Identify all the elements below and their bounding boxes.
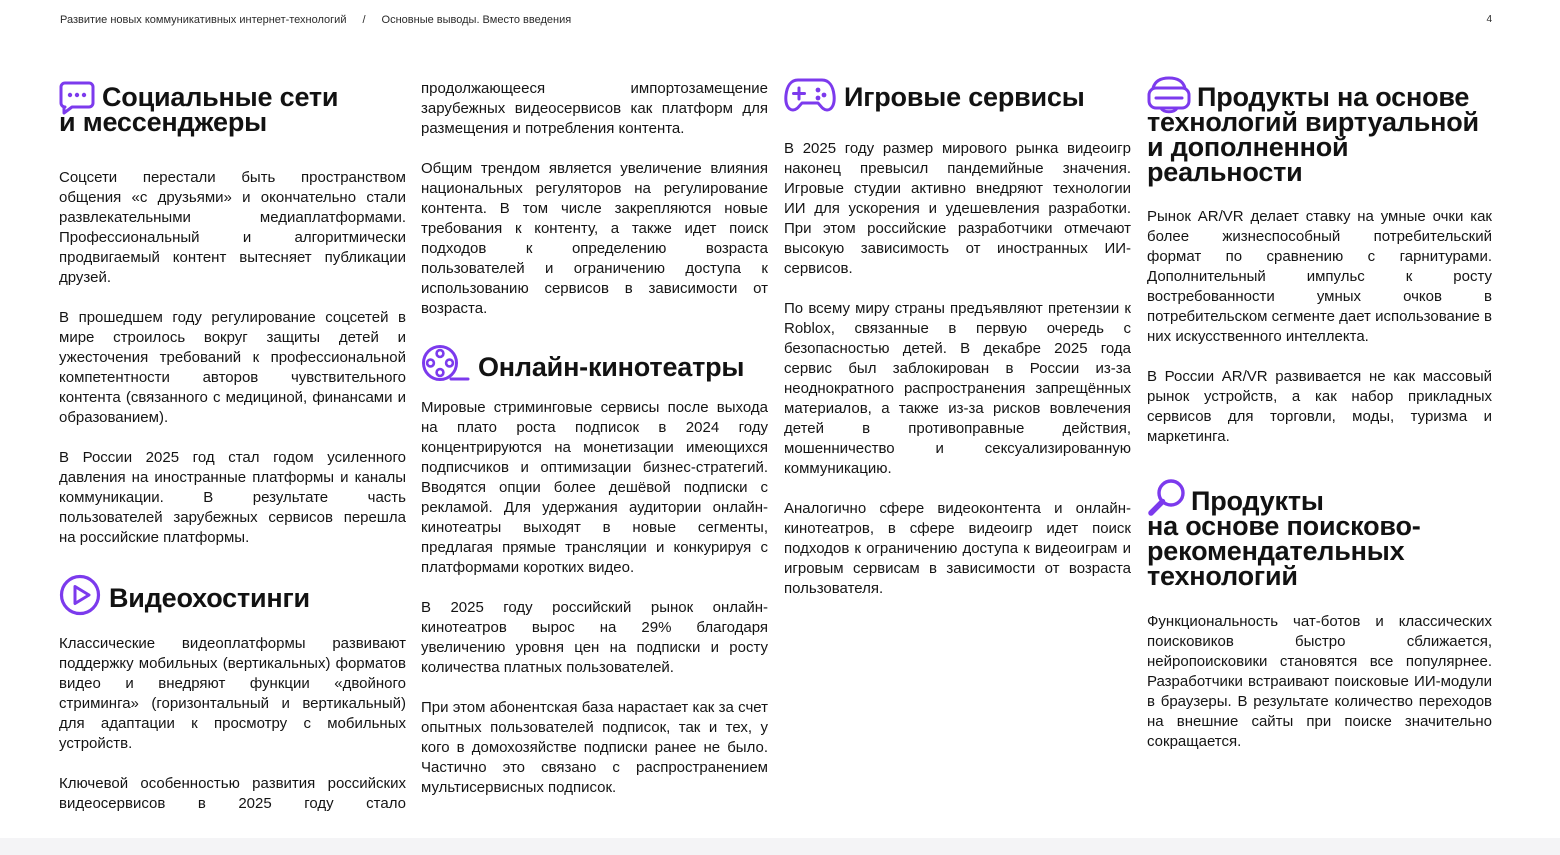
title-line: и дополненной bbox=[1147, 132, 1349, 162]
paragraph: Соцсети перестали быть пространством общения «с друзьями» и окончательно стали развлекательными медиаплатформами. Профессиональный и алгоритмически продвигаемый контент вытесняет публикации друзей. bbox=[59, 169, 406, 286]
section-heading-games bbox=[784, 76, 1131, 110]
paragraph: Мировые стриминговые сервисы после выхода на плато роста подписок в 2024 году концентрируются на монетизации имеющихся подписчиков и оптимизации бизнес-стратегий. Вводятся опции более дешёвой подписки с рекламой. Для удержания аудитории онлайн-кинотеатры выходят в новые сегменты, предлагая прямые трансляции и конкурируя с платформами коротких видео. bbox=[421, 399, 768, 576]
section-body-cinema bbox=[421, 398, 768, 798]
paragraph: В России 2025 год стал годом усиленного давления на иностранные платформы и каналы коммуникации. В результате часть пользователей зарубежных сервисов перешла на российские платформы. bbox=[59, 449, 406, 546]
paragraph: Аналогично сфере видеоконтента и онлайн-кинотеатров, в сфере видеоигр идет поиск подходов к ограничению доступа к видеоиграм и игровым сервисам в зависимости от возраста пользователя. bbox=[784, 500, 1131, 597]
paragraph: В 2025 году российский рынок онлайн-кинотеатров вырос на 29% благодаря увеличению уровня цен на подписки и росту количества платных пользователей. bbox=[421, 599, 768, 676]
title-line: Продукты bbox=[1191, 486, 1324, 516]
title-line: реальности bbox=[1147, 157, 1303, 187]
section-title-video bbox=[109, 583, 406, 613]
section-body-social bbox=[59, 168, 406, 548]
breadcrumb-separator: / bbox=[362, 14, 366, 26]
title-line: Продукты на основе bbox=[1197, 82, 1470, 112]
column-2 bbox=[421, 79, 768, 798]
magnifier-icon bbox=[1147, 478, 1187, 518]
paragraph: В России AR/VR развивается не как массовый рынок устройств, а как набор прикладных сервисов для торговли, моды, туризма и маркетинга. bbox=[1147, 368, 1492, 445]
film-reel-icon bbox=[421, 343, 471, 385]
title-line: Социальные сети bbox=[102, 82, 339, 112]
vr-headset-icon bbox=[1147, 76, 1191, 116]
title-line: Онлайн-кинотеатры bbox=[478, 352, 745, 382]
title-line: Игровые сервисы bbox=[844, 82, 1085, 112]
title-line: Видеохостинги bbox=[109, 583, 310, 613]
column-4 bbox=[1147, 76, 1492, 752]
section-title-games bbox=[844, 82, 1131, 112]
paragraph-continued bbox=[59, 774, 406, 814]
paragraph: В прошедшем году регулирование соцсетей в мире строилось вокруг защиты детей и ужесточения требований к профессиональной компетентности авторов чувствительного контента (связанного с медициной, финансами и образованием). bbox=[59, 309, 406, 426]
breadcrumb-current: Основные выводы. Вместо введения bbox=[381, 14, 572, 26]
paragraph-text: Ключевой особенностью развития российских видеосервисов в 2025 году стало bbox=[59, 775, 406, 812]
section-title-search bbox=[1147, 486, 1492, 591]
paragraph: Рынок AR/VR делает ставку на умные очки как более жизнеспособный потребительский формат по сравнению с гарнитурами. Дополнительный импульс к росту востребованности умных очков в потребительском сегменте дает использование в них искусственного интеллекта. bbox=[1147, 208, 1493, 345]
section-heading-cinema bbox=[421, 343, 768, 380]
section-body-vr bbox=[1147, 207, 1492, 447]
section-heading-social bbox=[59, 76, 406, 135]
title-line: и мессенджеры bbox=[59, 107, 267, 137]
section-heading-search bbox=[1147, 478, 1492, 589]
breadcrumb-root: Развитие новых коммуникативных интернет-технологий bbox=[60, 14, 347, 26]
section-body-games bbox=[784, 139, 1131, 599]
column-3 bbox=[784, 76, 1131, 599]
paragraph: При этом абонентская база нарастает как за счет опытных пользователей подписок, так и тех, у кого в домохозяйстве подписки ранее не было. Частично это связано с распространением мультисервисных подписок. bbox=[421, 699, 768, 796]
breadcrumb bbox=[60, 14, 571, 26]
paragraph: Классические видеоплатформы развивают поддержку мобильных (вертикальных) форматов видео и внедряют функции «двойного стриминга» (горизонтальный и вертикальный) для адаптации к просмотру с мобильных устройств. bbox=[59, 635, 406, 752]
column-1 bbox=[59, 76, 406, 814]
paragraph: Функциональность чат-ботов и классических поисковиков быстро сближается, нейропоисковики становятся все популярнее. Разработчики встраивают поисковые ИИ-модули в браузеры. В результате количество переходов на внешние сайты при поиске значительно сокращается. bbox=[1147, 613, 1492, 750]
title-line: рекомендательных bbox=[1147, 536, 1405, 566]
section-title-social bbox=[59, 82, 406, 137]
section-title-cinema bbox=[478, 352, 768, 382]
section-heading-vr bbox=[1147, 76, 1492, 185]
section-body-video bbox=[59, 634, 406, 814]
running-header bbox=[60, 14, 1492, 30]
section-heading-video bbox=[59, 574, 406, 611]
paragraph-continuation bbox=[421, 79, 768, 139]
paragraph: В 2025 году размер мирового рынка видеоигр наконец превысил пандемийные значения. Игровые студии активно внедряют технологии ИИ для ускорения и удешевления разработки. При этом российские разработчики отмечают высокую зависимость от иностранных ИИ-сервисов. bbox=[784, 140, 1131, 277]
title-line: технологий bbox=[1147, 561, 1298, 591]
title-line: на основе поисково- bbox=[1147, 511, 1421, 541]
play-circle-icon bbox=[59, 574, 101, 616]
gamepad-icon bbox=[784, 76, 836, 114]
paragraph: Общим трендом является увеличение влияния национальных регуляторов на регулирование контента. В том числе закрепляются новые требования к контенту, а также идет поиск подходов к определению возраста пользователей и ограничению доступа к использованию сервисов в зависимости от возраста. bbox=[421, 160, 768, 317]
chat-bubble-icon bbox=[59, 81, 95, 115]
section-body-search bbox=[1147, 612, 1492, 752]
page-number: 4 bbox=[1486, 14, 1492, 25]
title-line: технологий виртуальной bbox=[1147, 107, 1479, 137]
section-body-video-continued bbox=[421, 79, 768, 319]
paragraph-text: продолжающееся импортозамещение зарубежных видеосервисов как платформ для размещения и потребления контента. bbox=[421, 80, 768, 137]
paragraph: По всему миру страны предъявляют претензии к Roblox, связанные в первую очередь с безопасностью детей. В декабре 2025 года сервис был заблокирован в России из-за неоднократного распространения запрещённых материалов, а также из-за рисков вовлечения детей в противоправные действия, мошенничество и сексуализированную коммуникацию. bbox=[784, 300, 1131, 477]
section-title-vr bbox=[1147, 82, 1492, 187]
